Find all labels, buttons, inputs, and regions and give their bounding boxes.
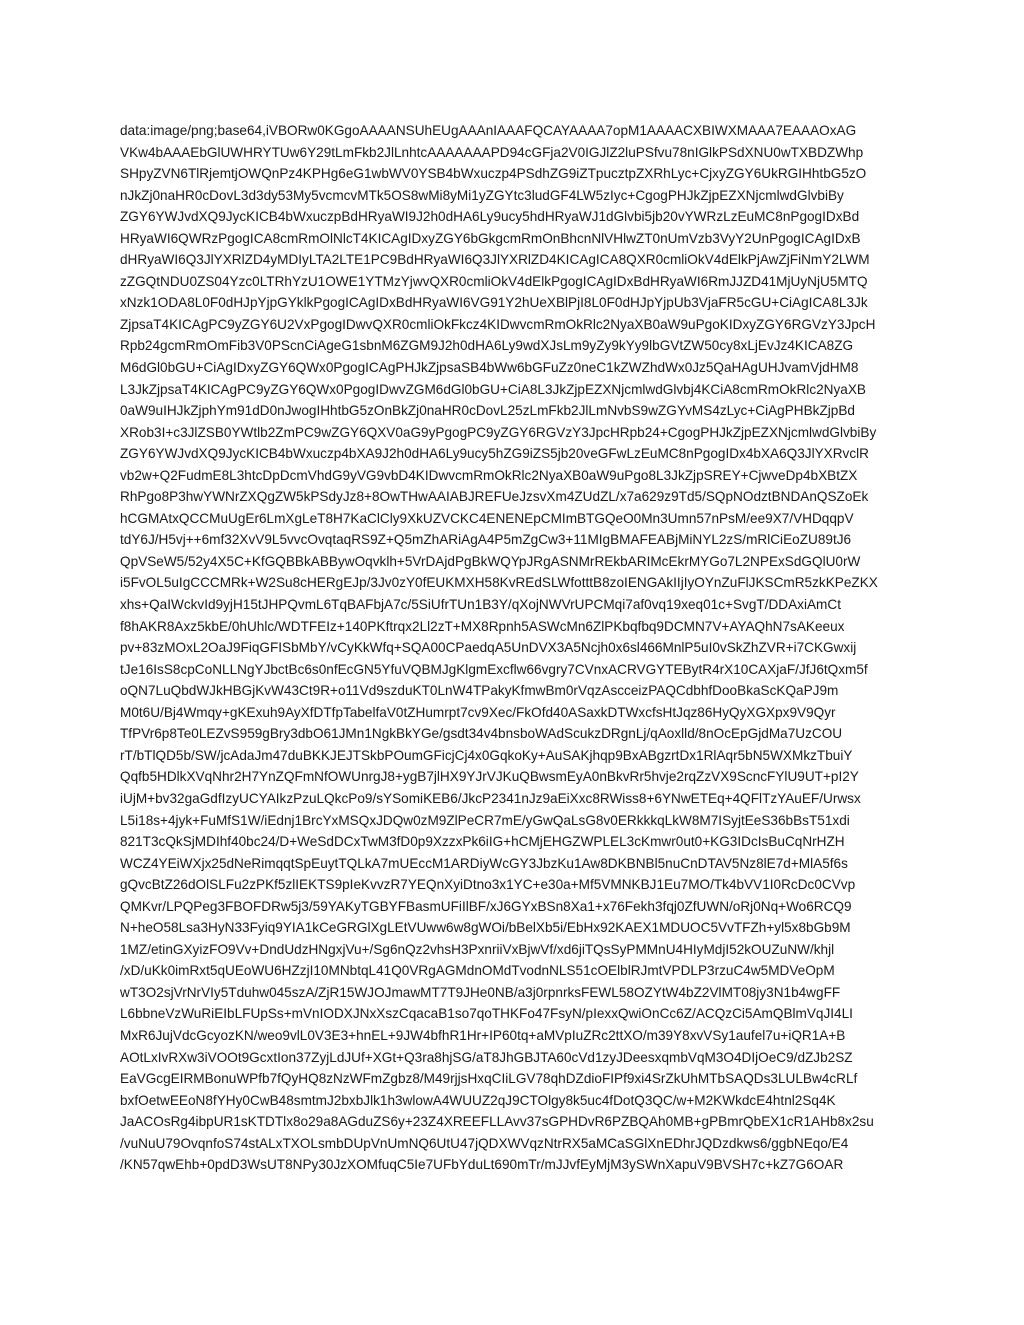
text-line: xhs+QaIWckvId9yjH15tJHPQvmL6TqBAFbjA7c/5SiUfrTUn1B3Y/qXojNWVrUPCMqi7af0vq19xeq01c+SvgT/DDAxiAmCt [120,597,841,613]
text-line: 0aW9uIHJkZjphYm91dD0nJwogIHhtbG5zOnBkZj0naHR0cDovL25zLmFkb2JlLmNvbS9wZGYvMS4zLyc+CiAgPHBkZjpBd [120,403,855,419]
text-line: Qqfb5HDlkXVqNhr2H7YnZQFmNfOWUnrgJ8+ygB7jlHX9YJrVJKuQBwsmEyA0nBkvRr5hvje2rqZzVX9ScncFYlU9UT+pI2Y [120,769,859,785]
text-line: nJkZj0naHR0cDovL3d3dy53My5vcmcvMTk5OS8wMi8yMi1yZGYtc3ludGF4LW5zIyc+CgogPHJkZjpEZXNjcmlwdGlvbiBy [120,187,844,203]
text-line: L5i18s+4jyk+FuMfS1W/iEdnj1BrcYxMSQxJDQw0zM9ZlPeCR7mE/yGwQaLsG8v0ERkkkqLkW8M7ISyjtEeS36bBsT51xdi [120,812,850,828]
text-line [120,1219,904,1241]
text-line: pv+83zMOxL2OaJ9FiqGFISbMbY/vCyKkWfq+SQA00CPaedqA5UnDVX3A5Ncjh0x6sl466MnlP5uI0vSkZhZVR+i7CKGwxij [120,640,857,656]
text-line [120,1176,904,1198]
text-line: QMKvr/LPQPeg3FBOFDRw5j3/59YAKyTGBYFBasmUFiIlBF/xJ6GYxBSn8Xa1+x76Fekh3fqj0ZfUWN/oRj0Nq+Wo6RCQ9 [120,898,852,914]
text-line: wT3O2sjVrNrVIy5Tduhw045szA/ZjR15WJOJmawMT7T9JHe0NB/a3j0rpnrksFEWL58OZYtW4bZ2VlMT08jy3N1b4wgFF [120,984,841,1000]
text-line: oQN7LuQbdWJkHBGjKvW43Ct9R+o11Vd9szduKT0LnW4TPakyKfmwBm0rVqzAscceizPAQCdbhfDooBkaScKQaPJ9m [120,683,839,699]
text-line: vb2w+Q2FudmE8L3htcDpDcmVhdG9yVG9vbD4KIDwvcmRmOkRlc2NyaXB0aW9uPgo8L3JkZjpSREY+CjwveDp4bXBtZX [120,467,858,483]
text-line: tJe16IsS8cpCoNLLNgYJbctBc6s0nfEcGN5YfuVQBMJgKlgmExcflw66vgry7CVnxACRVGYTEBytR4rX10CAXjaF/JfJ6tQxm5f [120,661,868,677]
text-line: SHpyZVN6TlRjemtjOWQnPz4KPHg6eG1wbWV0YSB4bWxuczp4PSdhZG9iZTpucztpZXRhLyc+CjxyZGY6UkRGIHhtbG5zO [120,166,867,182]
text-line: WCZ4YEiWXjx25dNeRimqqtSpEuytTQLkA7mUEccM1ARDiyWcGY3JbzKu1Aw8DKBNBl5nuCnDTAV5Nz8lE7d+MlA5f6s [120,855,848,871]
text-line: HRyaWI6QWRzPgogICA8cmRmOlNlcT4KICAgIDxyZGY6bGkgcmRmOnBhcnNlVHlwZT0nUmVzb3VyY2UnPgogICAgIDxB [120,230,861,246]
text-line: VKw4bAAAEbGlUWHRYTUw6Y29tLmFkb2JlLnhtcAAAAAAAPD94cGFja2V0IGJlZ2luPSfvu78nIGlkPSdXNU0wTXBDZWhp [120,144,864,160]
text-line: data:image/png;base64,iVBORw0KGgoAAAANSUhEUgAAAnIAAAFQCAYAAAA7opM1AAAACXBIWXMAAA7EAAAOxAG [120,123,857,138]
text-line: dHRyaWI6Q3JlYXRlZD4yMDIyLTA2LTE1PC9BdHRyaWI6Q3JlYXRlZD4KICAgICA8QXR0cmliOkV4dElkPjAwZjFiNmY2LWM [120,252,870,268]
text-line: ZGY6YWJvdXQ9JycKICB4bWxuczpBdHRyaWI9J2h0dHA6Ly9ucy5hdHRyaWJ1dGlvbi5jb20vYWRzLzEuMC8nPgogIDxBd [120,209,860,225]
text-line: MxR6JujVdcGcyozKN/weo9vlL0V3E3+hnEL+9JW4bfhR1Hr+IP60tq+aMVpIuZRc2ttXO/m39Y8xvVSy1aufel7u+iQR1A+B [120,1027,846,1043]
text-line: RhPgo8P3hwYWNrZXQgZW5kPSdyJz8+8OwTHwAAIABJREFUeJzsvXm4ZUdZL/x7a629z9Td5/SQpNOdztBNDAnQSZoEk [120,489,869,505]
text-line: iUjM+bv32gaGdfIzyUCYAIkzPzuLQkcPo9/sYSomiKEB6/JkcP2341nJz9aEiXxc8RWiss8+6YNwETEq+4QFlTzYAuEF/Urwsx [120,790,861,806]
text-line: tdY6J/H5vj++6mf32XvV9L5vvcOvqtaqRS9Z+Q5mZhARiAgA4P5mZgCw3+11MIgBMAFEABjMiNYL2zS/mRlCiEoZU89tJ6 [120,532,852,548]
text-line: 821T3cQkSjMDIhf40bc24/D+WeSdDCxTwM3fD0p9XzzxPk6iIG+hCMjEHGZWPLEL3cKmwr0ut0+KG3IDcIsBuCqNrHZH [120,834,845,850]
text-line: JaACOsRg4ibpUR1sKTDTlx8o29a8AGduZS6y+23Z4XREEFLLAvv37sGPHDvR6PZBQAh0MB+gPBmrQbEX1cR1AHb8x2su [120,1114,874,1130]
text-line: XRob3I+c3JlZSB0YWtlb2ZmPC9wZGY6QXV0aG9yPgogPC9yZGY6RGVzY3JpcHRpb24+CgogPHJkZjpEZXNjcmlwdGlvbiBy [120,424,877,440]
text-line: rT/bTlQD5b/SW/jcAdaJm47duBKKJEJTSkbPOumGFicjCj4x0GqkoKy+AuSAKjhqp9BxABgzrtDx1RlAqr5bN5WXMkzTbuiY [120,747,853,763]
base64-text-block [120,120,904,1240]
text-line: ZjpsaT4KICAgPC9yZGY6U2VxPgogIDwvQXR0cmliOkFkcz4KIDwvcmRmOkRlc2NyaXB0aW9uPgoKIDxyZGY6RGVzY3JpcH [120,316,876,332]
text-line: Rpb24gcmRmOmFib3V0PScnCiAgeG1sbnM6ZGM9J2h0dHA6Ly9wdXJsLm9yZy9kYy9lbGVtZW50cy8xLjEvJz4KICA8ZG [120,338,854,354]
text-line: bxfOetwEEoN8fYHy0CwB48smtmJ2bxbJlk1h3wlowA4WUUZ2qJ9CTOlgy8k5uc4fDotQ3QC/w+M2KWkdcE4htnl2Sq4K [120,1092,836,1108]
text-line: L6bbneVzWuRiEIbLFUpSs+mVnIODXJNxXszCqacaB1so7qoTHKFo47FsyN/pIexxQwiOnCc6Z/ACQzCi5AmQBlmVqJI4LI [120,1006,853,1022]
text-line: /xD/uKk0imRxt5qUEoWU6HZzjI10MNbtqL41Q0VRgAGMdnOMdTvodnNLS51cOElblRJmtVPDLP3rzuC4w5MDVeOpM [120,963,835,979]
text-line: N+heO58Lsa3HyN33Fyiq9YIA1kCeGRGlXgLEtVUww6w8gWOi/bBelXb5i/EbHx92KAEX1MDUOC5VvTFZh+yl5x8bGb9M [120,920,851,936]
text-line: zZGQtNDU0ZS04Yzc0LTRhYzU1OWE1YTMzYjwvQXR0cmliOkV4dElkPgogICAgIDxBdHRyaWI6RmJJZD41MjUyNjU5MTQ [120,273,868,289]
text-line: QpVSeW5/52y4X5C+KfGQBBkABBywOqvklh+5VrDAjdPgBkWQYpJRgASNMrREkbARIMcEkrMYGo7L2NPExSdGQlU0rW [120,553,861,569]
text-line: M0t6U/Bj4Wmqy+gKExuh9AyXfDTfpTabelfaV0tZHumrpt7cv9Xec/FkOfd40ASaxkDTWxcfsHtJqz86HyQyXGXpx9V9Qyr [120,704,836,720]
text-line: AOtLxIvRXw3iVOOt9GcxtIon37ZyjLdJUf+XGt+Q3ra8hjSG/aT8JhGBJTA60cVd1zyJDeesxqmbVqM3O4DIjOeC9/dZJb2SZ [120,1049,853,1065]
text-line: f8hAKR8Axz5kbE/0hUhlc/WDTFEIz+140PKftrqx2Ll2zT+MX8Rpnh5ASWcMn6ZlPKbqfbq9DCMN7V+AYAQhN7sAKeeux [120,618,845,634]
text-line: M6dGl0bGU+CiAgIDxyZGY6QWx0PgogICAgPHJkZjpsaSB4bWw6bGFuZz0neC1kZWZhdWx0Jz5QaHAgUHJvamVjdHM8 [120,360,859,376]
text-line: i5FvOL5uIgCCCMRk+W2Su8cHERgEJp/3Jv0zY0fEUKMXH58KvREdSLWfotttB8zoIENGAkIIjIyOYnZuFlJKSCmR5zkKPeZKX [120,575,878,591]
text-line: L3JkZjpsaT4KICAgPC9yZGY6QWx0PgogIDwvZGM6dGl0bGU+CiA8L3JkZjpEZXNjcmlwdGlvbj4KCiA8cmRmOkRlc2NyaXB [120,381,866,397]
text-line [120,1197,904,1219]
text-line: /vuNuU79OvqnfoS74stALxTXOLsmbDUpVnUmNQ6UtU47jQDXWVqzNtrRX5aMCaSGlXnEDhrJQDzdkws6/ggbNEqo/E4 [120,1135,849,1151]
text-line: gQvcBtZ26dOlSLFu2zPKf5zlIEKTS9pIeKvvzR7YEQnXyiDtno3x1YC+e30a+Mf5VMNKBJ1Eu7MO/Tk4bVV1I0RcDc0CVvp [120,877,856,893]
text-line: EaVGcgEIRMBonuWPfb7fQyHQ8zNzWFmZgbz8/M49rjjsHxqCIiLGV78qhDZdioFIPf9xi4SrZkUhMTbSAQDs3LULBw4cRLf [120,1071,858,1087]
text-line: ZGY6YWJvdXQ9JycKICB4bWxuczp4bXA9J2h0dHA6Ly9ucy5hZG9iZS5jb20veGFwLzEuMC8nPgogIDx4bXA6Q3JlYXRvclR [120,446,869,462]
text-line: TfPVr6p8Te0LEZvS959gBry3dbO61JMn1NgkBkYGe/gsdt34v4bnsboWAdScukzDRgnLj/qAoxlld/8nOcEpGjdMa7UzCOU [120,726,843,742]
text-line: hCGMAtxQCCMuUgEr6LmXgLeT8H7KaClCly9XkUZVCKC4ENENEpCMImBTGQeO0Mn3Umn57nPsM/ee9X7/VHDqqpV [120,510,854,526]
text-line: xNzk1ODA8L0F0dHJpYjpGYklkPgogICAgIDxBdHRyaWI6VG91Y2hUeXBlPjI8L0F0dHJpYjpUb3VjaFR5cGU+CiAgICA8L3Jk [120,295,868,311]
text-line: 1MZ/etinGXyizFO9Vv+DndUdzHNgxjVu+/Sg6nQz2vhsH3PxnriiVxBjwVf/xd6jiTQsSyPMMnU4HIyMdjI52kOUZuNW/khjl [120,941,835,957]
text-line: /KN57qwEhb+0pdD3WsUT8NPy30JzXOMfuqC5Ie7UFbYduLt690mTr/mJJvfEyMjM3ySWnXapuV9BVSH7c+kZ7G6OAR [120,1157,844,1173]
